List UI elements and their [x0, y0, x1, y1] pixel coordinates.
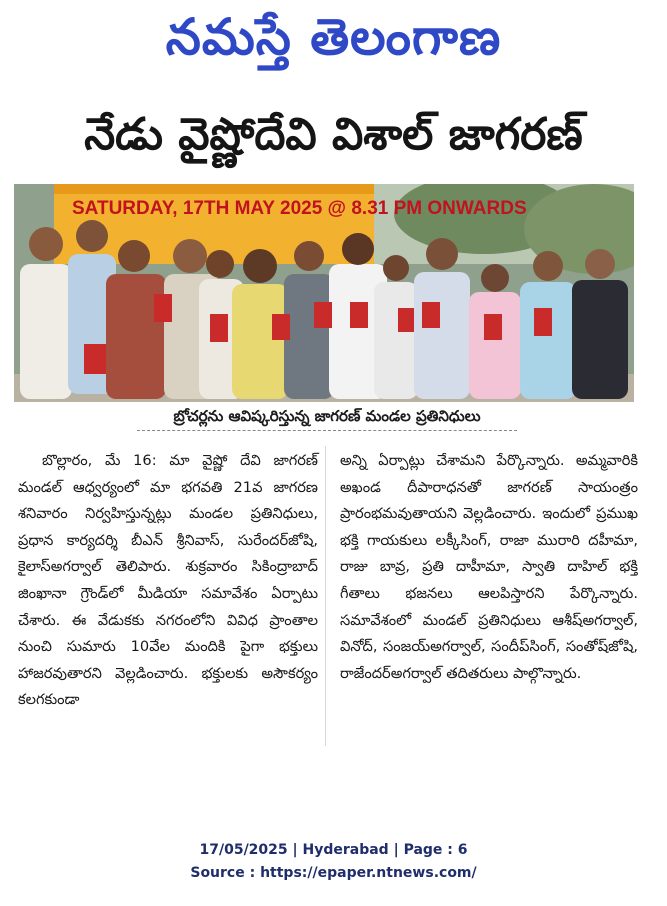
- article-headline: నేడు వైష్ణోదేవి విశాల్ జాగరణ్: [84, 109, 583, 160]
- column-divider: [325, 446, 326, 746]
- article-photo: [14, 184, 634, 402]
- caption-divider: [137, 430, 517, 431]
- article-paragraph-left: బొల్లారం, మే 16: మా వైష్ణో దేవి జాగరణ్ మండల్ ఆధ్వర్యంలో మా భగవతి 21వ జాగరణ శనివారం నిర్వహిస్తున్నట్లు మండల ప్రతినిధులు, ప్రధాన కార్యదర్శి బీఎన్ శ్రీనివాస్, సురేందర్‌జోషి, కైలాస్‌అగర్వాల్ తెలిపారు. శుక్రవారం సికింద్రాబాద్ జింఖానా గ్రౌండ్‌లో మీడియా సమావేశం ఏర్పాటు చేశారు. ఈ వేడుకకు నగరంలోని వివిధ ప్రాంతాల నుంచి సుమారు 10వేల మందికి పైగా భక్తులు హాజరవుతారని వెల్లడించారు. భక్తులకు అసౌకర్యం కలగకుండా: [18, 452, 318, 709]
- article-body-left: [18, 448, 318, 768]
- article-paragraph-right: అన్ని ఏర్పాట్లు చేశామని పేర్కొన్నారు. అమ్మవారికి అఖండ దీపారాధనతో జాగరణ్ సాయంత్రం ప్రారంభమవుతాయని వెల్లడించారు. ఇందులో ప్రముఖ భక్తి గాయకులు లక్కీసింగ్, రాజా మురారి దహీమా, రాజు బావ్ర, ప్రతి దాహీమా, స్వాతి దాహిల్ భక్తి గీతాలు భజనలు ఆలపిస్తారని పేర్కొన్నారు. సమావేశంలో మండల్ ప్రతినిధులు ఆశీష్‌అగర్వాల్, వినోద్, సంజయ్‌అగర్వాల్, సందీప్‌సింగ్, సంతోష్‌జోషి, రాజేందర్‌అగర్వాల్ తదితరులు పాల్గొన్నారు.: [340, 452, 638, 682]
- photo-caption-block: [137, 403, 517, 431]
- footer-date-line: 17/05/2025 | Hyderabad | Page : 6: [199, 842, 468, 858]
- article-body-right: [340, 448, 638, 768]
- footer-source-line[interactable]: Source : https://epaper.ntnews.com/: [190, 865, 477, 881]
- masthead-title: నమస్తే తెలంగాణ: [165, 8, 502, 66]
- banner-text: SATURDAY, 17TH MAY 2025 @ 8.31 PM ONWARDS: [72, 198, 527, 219]
- event-photo-illustration: [14, 184, 634, 402]
- photo-caption: బ్రోచర్లను ఆవిష్కరిస్తున్న జాగరణ్ మండల ప్రతినిధులు: [173, 407, 481, 425]
